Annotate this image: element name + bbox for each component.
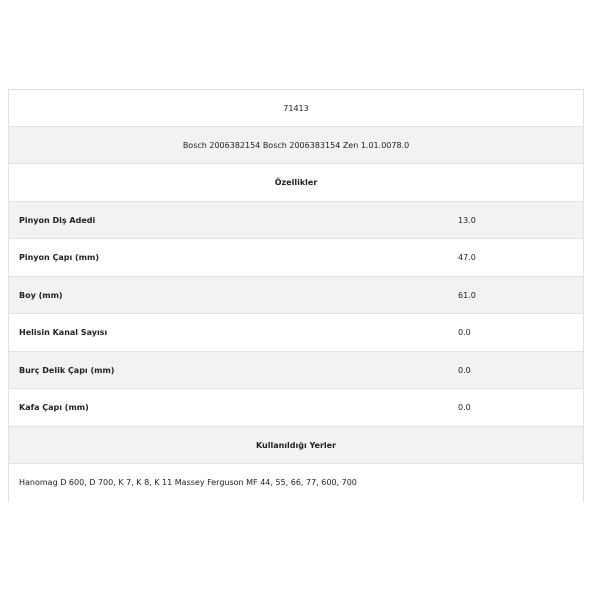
spec-label: Pinyon Çapı (mm) (19, 253, 99, 262)
specs-heading: Özellikler (274, 178, 318, 187)
spec-label: Pinyon Diş Adedi (19, 215, 96, 225)
spec-value: 61.0 (458, 290, 476, 300)
spec-row (8, 314, 584, 352)
product-spec-table (8, 89, 584, 502)
part-code: 71413 (283, 104, 309, 113)
spec-value: 0.0 (458, 403, 471, 412)
specs-heading-row (8, 164, 584, 202)
part-code-row (8, 89, 584, 127)
spec-label: Boy (mm) (19, 290, 63, 300)
references-row (8, 127, 584, 165)
spec-row (8, 352, 584, 390)
usage-text: Hanomag D 600, D 700, K 7, K 8, K 11 Massey Ferguson MF 44, 55, 66, 77, 600, 700 (19, 478, 357, 487)
spec-row (8, 277, 584, 315)
usage-heading-row (8, 427, 584, 465)
spec-label: Burç Delik Çapı (mm) (19, 365, 115, 375)
spec-label: Helisin Kanal Sayısı (19, 328, 108, 337)
spec-row (8, 239, 584, 277)
spec-value: 13.0 (458, 215, 476, 225)
spec-value: 0.0 (458, 328, 471, 337)
cross-references: Bosch 2006382154 Bosch 2006383154 Zen 1.01.0078.0 (182, 140, 410, 150)
spec-row (8, 202, 584, 240)
spec-value: 47.0 (458, 253, 476, 262)
spec-row (8, 389, 584, 427)
usage-row (8, 464, 584, 502)
usage-heading: Kullanıldığı Yerler (255, 440, 337, 450)
spec-label: Kafa Çapı (mm) (19, 403, 89, 412)
spec-value: 0.0 (458, 365, 471, 375)
